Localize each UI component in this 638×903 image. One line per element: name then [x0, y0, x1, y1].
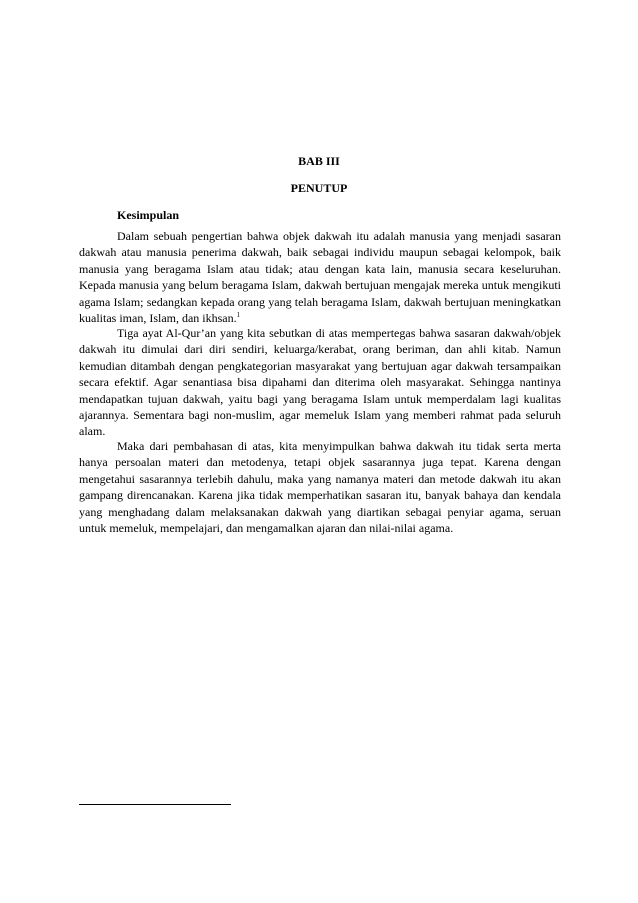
paragraph-1-text: Dalam sebuah pengertian bahwa objek dakwah itu adalah manusia yang menjadi sasaran dakwah atau manusia penerima dakwah, baik sebagai individu maupun sebagai kelompok, baik manusia yang beragama Islam atau tidak; atau dengan kata lain, manusia secara keseluruhan. Kepada manusia yang belum beragama Islam, dakwah bertujuan mengajak mereka untuk mengikuti agama Islam; sedangkan kepada orang yang telah beragama Islam, dakwah bertujuan meningkatkan kualitas iman, Islam, dan ikhsan.: [79, 229, 561, 326]
paragraph-1: [79, 228, 561, 326]
chapter-title: PENUTUP: [290, 181, 348, 195]
chapter-number: BAB III: [298, 154, 340, 168]
footnote-separator: [79, 804, 231, 805]
paragraph-3: Maka dari pembahasan di atas, kita menyimpulkan bahwa dakwah itu tidak serta merta hanya persoalan materi dan metodenya, tetapi objek sasarannya juga tepat. Karena dengan mengetahui sasarannya terlebih dahulu, maka yang namanya materi dan metode dakwah itu akan gampang direncanakan. Karena jika tidak memperhatikan sasaran itu, banyak bahaya dan kendala yang menghadang dalam melaksanakan dakwah yang diartikan sebagai penyiar agama, seruan untuk memeluk, mempelajari, dan mengamalkan ajaran dan nilai-nilai agama.: [79, 439, 561, 536]
paragraph-2: Tiga ayat Al-Qur’an yang kita sebutkan di atas mempertegas bahwa sasaran dakwah/objek dakwah itu dimulai dari diri sendiri, keluarga/kerabat, orang beriman, dan ahli kitab. Namun kemudian ditambah dengan pengkategorian masyarakat yang bertujuan agar dakwah tersampaikan secara efektif. Agar senantiasa bisa dipahami dan diterima oleh masyarakat. Sehingga nantinya mendapatkan tujuan dakwah, yaitu bagi yang beragama Islam untuk memperdalam lagi kualitas ajarannya. Sementara bagi non-muslim, agar memeluk Islam yang memberi rahmat pada seluruh alam.: [79, 326, 561, 439]
section-title: Kesimpulan: [117, 208, 180, 222]
footnote-reference[interactable]: 1: [236, 311, 241, 320]
